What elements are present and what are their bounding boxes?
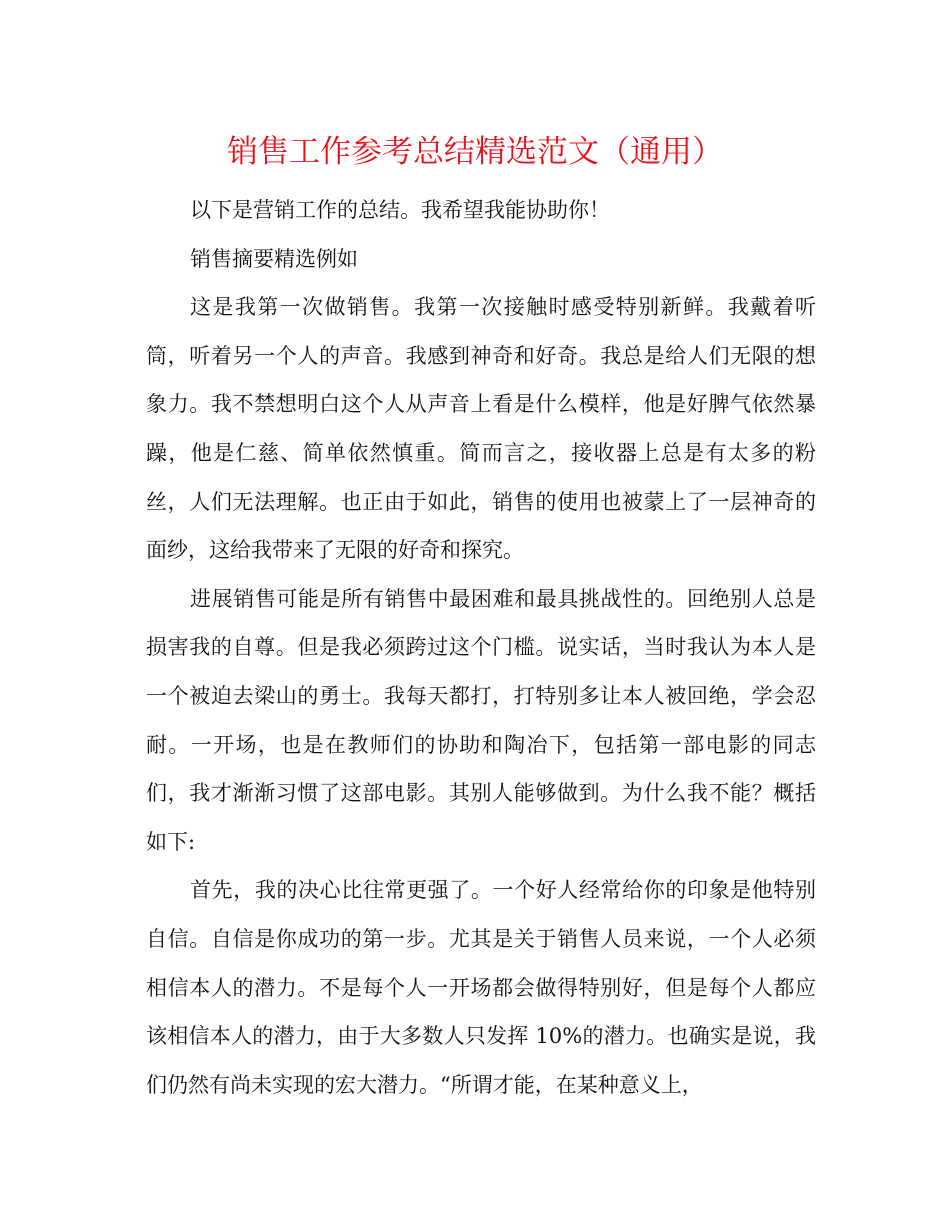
document-body — [146, 186, 816, 1109]
paragraph-confidence: 首先，我的决心比往常更强了。一个好人经常给你的印象是他特别自信。自信是你成功的第一步。尤其是关于销售人员来说，一个人必须相信本人的潜力。不是每个人一开场都会做得特别好，但是每个人都应该相信本人的潜力，由于大多数人只发挥 10%的潜力。也确实是说，我们仍然有尚未实现的宏大潜力。“所谓才能，在某种意义上， — [146, 878, 816, 1097]
document-title: 销售工作参考总结精选范文（通用） — [227, 134, 723, 170]
paragraph-intro: 以下是营销工作的总结。我希望我能协助你！ — [190, 198, 610, 222]
paragraph-subheading: 销售摘要精选例如 — [190, 246, 358, 271]
paragraph-challenge: 进展销售可能是所有销售中最困难和最具挑战性的。回绝别人总是损害我的自尊。但是我必须跨过这个门槛。说实话，当时我认为本人是一个被迫去梁山的勇士。我每天都打，打特别多让本人被回绝，学会忍耐。一开场，也是在教师们的协助和陶冶下，包括第一部电影的同志们，我才渐渐习惯了这部电影。其别人能够做到。为什么我不能？概括如下: — [146, 586, 816, 854]
paragraph-first-experience: 这是我第一次做销售。我第一次接触时感受特别新鲜。我戴着听筒，听着另一个人的声音。我感到神奇和好奇。我总是给人们无限的想象力。我不禁想明白这个人从声音上看是什么模样，他是好脾气依然暴躁，他是仁慈、简单依然慎重。简而言之，接收器上总是有太多的粉丝，人们无法理解。也正由于如此，销售的使用也被蒙上了一层神奇的面纱，这给我带来了无限的好奇和探究。 — [146, 295, 816, 563]
